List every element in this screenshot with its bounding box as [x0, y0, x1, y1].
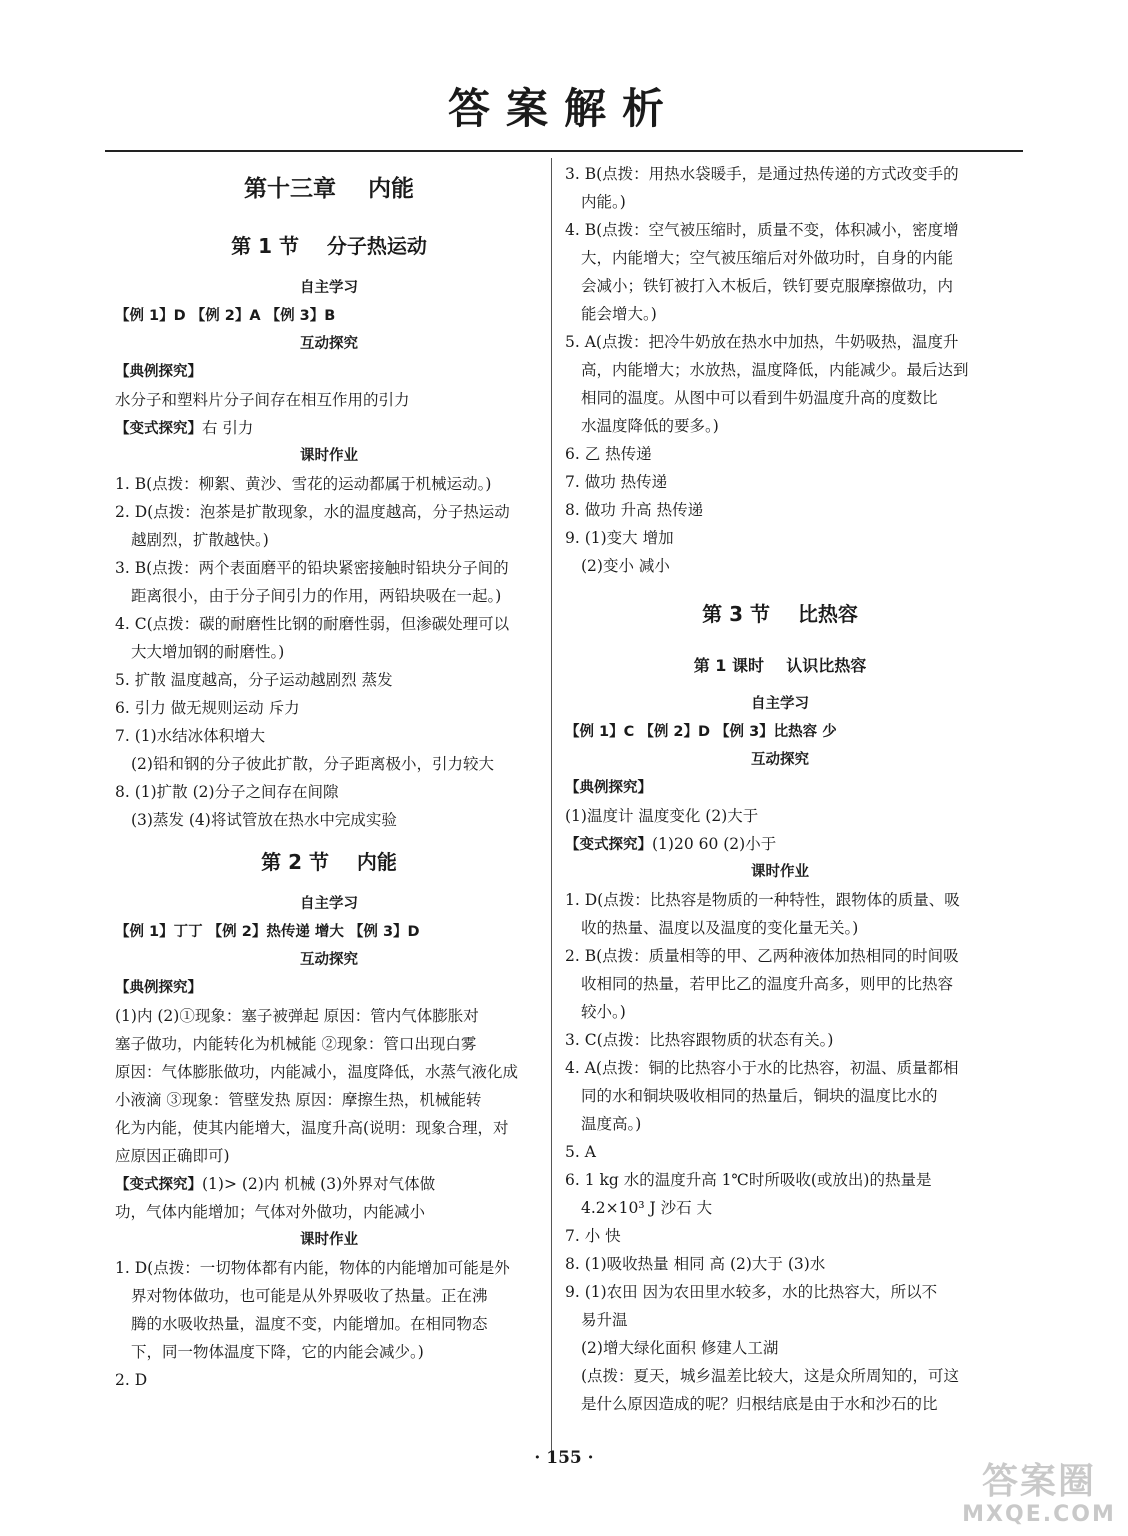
- answer-line: 4. A(点拨：铜的比热容小于水的比热容，初温、质量都相: [565, 1059, 959, 1077]
- answer-line: 4. C(点拨：碳的耐磨性比钢的耐磨性弱，但渗碳处理可以: [115, 615, 510, 633]
- subheading-keshi: 课时作业: [300, 448, 358, 464]
- page-number: · 155 ·: [534, 1448, 594, 1468]
- tag-bianshi: 【变式探究】: [115, 1177, 202, 1193]
- page-title: 答案解析: [447, 84, 680, 133]
- answer-line: 大大增加钢的耐磨性。): [131, 643, 285, 661]
- subheading-zizhu: 自主学习: [300, 280, 358, 296]
- answer-line: 6. 乙 热传递: [565, 445, 652, 463]
- answer-line: 能会增大。): [581, 305, 657, 323]
- answer-line: 收的热量、温度以及温度的变化量无关。): [581, 919, 859, 937]
- answer-line: 【例 1】C 【例 2】D 【例 3】比热容 少: [565, 724, 837, 740]
- answer-line: (1)温度计 温度变化 (2)大于: [565, 807, 759, 825]
- answer-line: [115, 1170, 543, 1198]
- answer-line: 越剧烈，扩散越快。): [131, 531, 269, 549]
- answer-line: 7. 小 快: [565, 1227, 621, 1245]
- answer-line: 3. C(点拨：比热容跟物质的状态有关。): [565, 1031, 834, 1049]
- answer-line: 高，内能增大；水放热，温度降低，内能减少。最后达到: [581, 361, 969, 379]
- answer-line: 2. B(点拨：质量相等的甲、乙两种液体加热相同的时间吸: [565, 947, 959, 965]
- answer-line: (1)内 (2)①现象：塞子被弹起 原因：管内气体膨胀对: [115, 1007, 479, 1025]
- section-3-title: 第 3 节 比热容: [702, 602, 858, 626]
- answer-text: (1)> (2)内 机械 (3)外界对气体做: [202, 1175, 436, 1193]
- answer-line: 9. (1)变大 增加: [565, 529, 674, 547]
- answer-line: [115, 414, 543, 442]
- left-column: [115, 160, 543, 1394]
- section-1-title: 第 1 节 分子热运动: [231, 234, 427, 258]
- answer-line: 4. B(点拨：空气被压缩时，质量不变，体积减小，密度增: [565, 221, 959, 239]
- lesson-title: 第 1 课时 认识比热容: [693, 656, 867, 675]
- subheading-hudong: 互动探究: [300, 336, 358, 352]
- answer-line: (2)变小 减小: [581, 557, 670, 575]
- answer-line: (2)增大绿化面积 修建人工湖: [581, 1339, 779, 1357]
- watermark-text: 答案圈: [981, 1461, 1096, 1502]
- subheading-zizhu: 自主学习: [751, 696, 809, 712]
- answer-line: 2. D(点拨：泡茶是扩散现象，水的温度越高，分子热运动: [115, 503, 510, 521]
- answer-line: 5. A: [565, 1143, 596, 1161]
- answer-line: 8. (1)吸收热量 相同 高 (2)大于 (3)水: [565, 1255, 826, 1273]
- tag-dianli: 【典例探究】: [115, 364, 202, 380]
- answer-line: 8. 做功 升高 热传递: [565, 501, 704, 519]
- answer-line: 大，内能增大；空气被压缩后对外做功时，自身的内能: [581, 249, 954, 267]
- answer-line: 3. B(点拨：用热水袋暖手，是通过热传递的方式改变手的: [565, 165, 959, 183]
- answer-line: 同的水和铜块吸收相同的热量后，铜块的温度比水的: [581, 1087, 938, 1105]
- answer-line: 易升温: [581, 1311, 628, 1329]
- answer-line: 相同的温度。从图中可以看到牛奶温度升高的度数比: [581, 389, 938, 407]
- answer-line: 水温度降低的要多。): [581, 417, 719, 435]
- answer-line: 是什么原因造成的呢？归根结底是由于水和沙石的比: [581, 1395, 938, 1413]
- answer-line: 6. 1 kg 水的温度升高 1℃时所吸收(或放出)的热量是: [565, 1171, 932, 1189]
- answer-line: (3)蒸发 (4)将试管放在热水中完成实验: [131, 811, 397, 829]
- answer-line: 内能。): [581, 193, 626, 211]
- answer-line: 较小。): [581, 1003, 626, 1021]
- right-column: [565, 160, 995, 1418]
- answer-line: 腾的水吸收热量，温度不变，内能增加。在相同物态: [131, 1315, 488, 1333]
- answer-line: [565, 830, 995, 858]
- section-2-title: 第 2 节 内能: [261, 850, 397, 874]
- subheading-zizhu: 自主学习: [300, 896, 358, 912]
- answer-line: 应原因正确即可): [115, 1147, 230, 1165]
- answer-line: 7. 做功 热传递: [565, 473, 668, 491]
- watermark-logo: [955, 1462, 1123, 1532]
- answer-line: 9. (1)农田 因为农田里水较多，水的比热容大，所以不: [565, 1283, 938, 1301]
- tag-dianli: 【典例探究】: [565, 780, 652, 796]
- watermark-url: MXQE.COM: [962, 1502, 1116, 1527]
- answer-line: 1. B(点拨：柳絮、黄沙、雪花的运动都属于机械运动。): [115, 475, 492, 493]
- column-divider: [551, 158, 552, 1458]
- answer-line: 下，同一物体温度下降，它的内能会减少。): [131, 1343, 424, 1361]
- subheading-keshi: 课时作业: [751, 864, 809, 880]
- answer-line: 4.2×10³ J 沙石 大: [581, 1199, 713, 1217]
- answer-line: 2. D: [115, 1371, 148, 1389]
- subheading-hudong: 互动探究: [751, 752, 809, 768]
- answer-line: 3. B(点拨：两个表面磨平的铅块紧密接触时铅块分子间的: [115, 559, 509, 577]
- answer-line: 1. D(点拨：比热容是物质的一种特性，跟物体的质量、吸: [565, 891, 960, 909]
- subheading-hudong: 互动探究: [300, 952, 358, 968]
- answer-line: 界对物体做功，也可能是从外界吸收了热量。正在沸: [131, 1287, 488, 1305]
- answer-line: 【例 1】丁丁 【例 2】热传递 增大 【例 3】D: [115, 924, 420, 940]
- answer-line: 水分子和塑料片分子间存在相互作用的引力: [115, 391, 410, 409]
- answer-line: (点拨：夏天，城乡温差比较大，这是众所周知的，可这: [581, 1367, 960, 1385]
- answer-line: 会减小；铁钉被打入木板后，铁钉要克服摩擦做功，内: [581, 277, 954, 295]
- answer-line: 功，气体内能增加；气体对外做功，内能减小: [115, 1203, 426, 1221]
- answer-line: 原因：气体膨胀做功，内能减小，温度降低，水蒸气液化成: [115, 1063, 519, 1081]
- answer-text: (1)20 60 (2)小于: [652, 835, 777, 853]
- answer-line: (2)铅和钢的分子彼此扩散，分子距离极小，引力较大: [131, 755, 494, 773]
- tag-bianshi: 【变式探究】: [565, 837, 652, 853]
- answer-line: 【例 1】D 【例 2】A 【例 3】B: [115, 308, 336, 324]
- answer-line: 温度高。): [581, 1115, 642, 1133]
- answer-line: 8. (1)扩散 (2)分子之间存在间隙: [115, 783, 339, 801]
- answer-line: 塞子做功，内能转化为机械能 ②现象：管口出现白雾: [115, 1035, 477, 1053]
- answer-line: 6. 引力 做无规则运动 斥力: [115, 699, 300, 717]
- answer-line: 化为内能，使其内能增大，温度升高(说明：现象合理，对: [115, 1119, 509, 1137]
- chapter-title: 第十三章 内能: [243, 176, 415, 202]
- tag-dianli: 【典例探究】: [115, 980, 202, 996]
- tag-bianshi: 【变式探究】: [115, 421, 202, 437]
- title-rule: [105, 150, 1023, 152]
- answer-line: 收相同的热量，若甲比乙的温度升高多，则甲的比热容: [581, 975, 954, 993]
- answer-line: 7. (1)水结冰体积增大: [115, 727, 266, 745]
- answer-line: 5. 扩散 温度越高，分子运动越剧烈 蒸发: [115, 671, 393, 689]
- answer-line: 1. D(点拨：一切物体都有内能，物体的内能增加可能是外: [115, 1259, 510, 1277]
- answer-line: 5. A(点拨：把冷牛奶放在热水中加热，牛奶吸热，温度升: [565, 333, 959, 351]
- answer-text: 右 引力: [202, 419, 254, 437]
- answer-line: 距离很小，由于分子间引力的作用，两铅块吸在一起。): [131, 587, 502, 605]
- answer-line: 小液滴 ③现象：管壁发热 原因：摩擦生热，机械能转: [115, 1091, 482, 1109]
- subheading-keshi: 课时作业: [300, 1232, 358, 1248]
